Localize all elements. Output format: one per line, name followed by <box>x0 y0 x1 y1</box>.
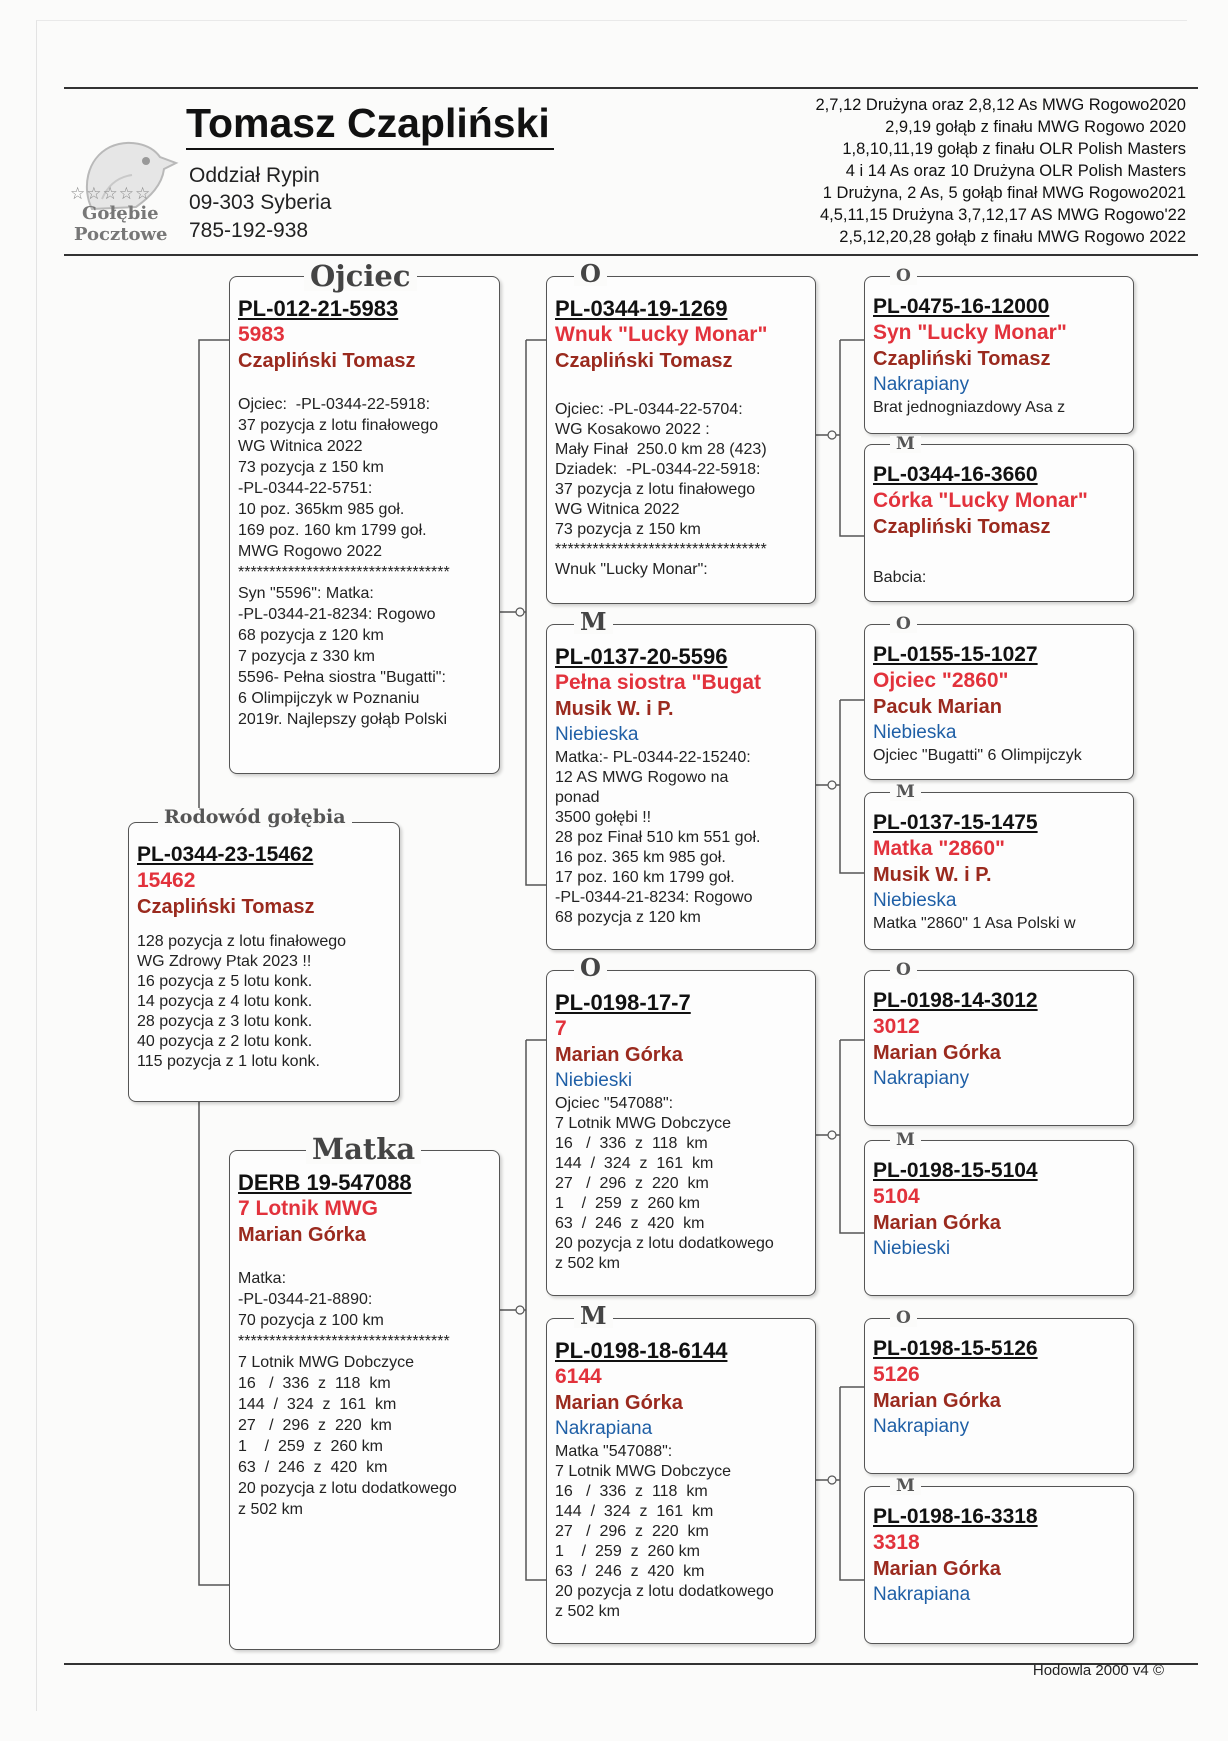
father-card <box>229 276 500 774</box>
achievement-line: 1,8,10,11,19 gołąb z finału OLR Polish Masters <box>842 140 1186 158</box>
ring-number: PL-0155-15-1027 <box>873 643 1038 666</box>
great-grandparent-label: M <box>890 436 921 453</box>
owner-name: Pacuk Marian <box>873 696 1002 718</box>
description: Matka "547088": 7 Lotnik MWG Dobczyce 16 / 336 z 118 km 144 / 324 z 161 km 27 / 296 z 220 km 1 / 259 z 260 km 63 / 246 z 420 km 20 pozycja z lotu dodatkowego z 502 km <box>555 1443 774 1620</box>
breeder-city: 09-303 Syberia <box>189 191 332 214</box>
pigeon-color: Niebieski <box>873 1238 951 1259</box>
pigeon-name: 7 Lotnik MWG <box>238 1197 378 1220</box>
description: Ojciec "547088": 7 Lotnik MWG Dobczyce 16 / 336 z 118 km 144 / 324 z 161 km 27 / 296 z 220 km 1 / 259 z 260 km 63 / 246 z 420 km 20 pozycja z lotu dodatkowego z 502 km <box>555 1095 774 1272</box>
owner-name: Marian Górka <box>873 1212 1001 1234</box>
logo-text-line-1: Gołębie <box>82 203 159 224</box>
pigeon-name: Pełna siostra "Bugat <box>555 671 762 694</box>
maternal-grandmother-card <box>546 1318 816 1644</box>
ring-number: PL-0198-14-3012 <box>873 989 1038 1012</box>
great-grandparent-label: M <box>890 784 921 801</box>
logo-text-line-2: Pocztowe <box>74 224 168 245</box>
owner-name: Marian Górka <box>873 1042 1001 1064</box>
pigeon-color: Nakrapiany <box>873 374 970 395</box>
breeder-phone: 785-192-938 <box>189 219 309 242</box>
owner-name: Musik W. i P. <box>873 864 992 886</box>
ring-number: PL-0344-23-15462 <box>137 843 314 866</box>
owner-name: Czapliński Tomasz <box>873 516 1051 538</box>
description: Matka: -PL-0344-21-8890: 70 pozycja z 100 km ********************************** 7 Lotnik MWG Dobczyce 16 / 336 z 118 km 144 / 324 z 161 km 27 / 296 z 220 km 1 / 259 z 260 km 63 / 246 z 420 km 20 pozycja z lotu dodatkowego z 502 km <box>238 1270 457 1518</box>
great-grandparent-card <box>864 792 1134 950</box>
great-grandparent-label: O <box>890 1310 917 1327</box>
achievement-line: 2,5,12,20,28 gołąb z finału MWG Rogowo 2022 <box>839 228 1186 246</box>
ring-number: PL-0137-15-1475 <box>873 811 1038 834</box>
great-grandparent-label: O <box>890 962 917 979</box>
description: 128 pozycja z lotu finałowego WG Zdrowy Ptak 2023 !! 16 pozycja z 5 lotu konk. 14 pozycja z 4 lotu konk. 28 pozycja z 3 lotu konk. 40 pozycja z 2 lotu konk. 115 pozycja z 1 lotu konk. <box>137 933 347 1070</box>
pigeon-name: 3318 <box>873 1531 920 1554</box>
paternal-grandmother-label: M <box>574 610 613 634</box>
owner-name: Czapliński Tomasz <box>137 896 315 918</box>
pigeon-color: Niebieska <box>873 722 957 743</box>
maternal-grandfather-label: O <box>574 956 607 980</box>
owner-name: Marian Górka <box>873 1558 1001 1580</box>
ring-number: PL-0198-15-5104 <box>873 1159 1038 1182</box>
mother-card <box>229 1150 500 1650</box>
breeder-name: Tomasz Czapliński <box>186 98 554 150</box>
description: Ojciec: -PL-0344-22-5704: WG Kosakowo 2022 : Mały Finał 250.0 km 28 (423) Dziadek: -PL-0344-22-5918: 37 pozycja z lotu finałowego WG Witnica 2022 73 pozycja z 150 km ********************************** Wnuk "Lucky Monar": <box>555 401 767 578</box>
breeder-branch: Oddział Rypin <box>189 164 320 187</box>
owner-name: Czapliński Tomasz <box>873 348 1051 370</box>
owner-name: Musik W. i P. <box>555 698 674 720</box>
great-grandparent-card <box>864 1140 1134 1296</box>
description: Ojciec "Bugatti" 6 Olimpijczyk <box>873 747 1082 764</box>
paternal-grandmother-card <box>546 624 816 950</box>
great-grandparent-card <box>864 276 1134 434</box>
owner-name: Czapliński Tomasz <box>555 350 733 372</box>
paternal-grandfather-label: O <box>574 262 607 286</box>
pigeon-name: 3012 <box>873 1015 920 1038</box>
pigeon-name: Matka "2860" <box>873 837 1005 860</box>
achievement-line: 4,5,11,15 Drużyna 3,7,12,17 AS MWG Rogowo'22 <box>819 206 1186 224</box>
achievement-line: 2,9,19 gołąb z finału MWG Rogowo 2020 <box>885 118 1186 136</box>
description: Brat jednogniazdowy Asa z <box>873 399 1066 416</box>
great-grandparent-label: M <box>890 1478 921 1495</box>
paternal-grandfather-card <box>546 276 816 604</box>
description: Matka:- PL-0344-22-15240: 12 AS MWG Rogowo na ponad 3500 gołębi !! 28 poz Finał 510 km 551 goł. 16 poz. 365 km 985 goł. 17 poz. 160 km 1799 goł. -PL-0344-21-8234: Rogowo 68 pozycja z 120 km <box>555 749 761 926</box>
great-grandparent-label: O <box>890 268 917 285</box>
ring-number: DERB 19-547088 <box>238 1170 412 1195</box>
great-grandparent-card <box>864 1486 1134 1644</box>
pigeon-name: 5983 <box>238 323 285 346</box>
owner-name: Marian Górka <box>238 1224 366 1246</box>
description: Ojciec: -PL-0344-22-5918: 37 pozycja z lotu finałowego WG Witnica 2022 73 pozycja z 150 km -PL-0344-22-5751: 10 poz. 365km 985 goł. 169 poz. 160 km 1799 goł. MWG Rogowo 2022 ********************************** Syn "5596": Matka: -PL-0344-21-8234: Rogowo 68 pozycja z 120 km 7 pozycja z 330 km 5596- Pełna siostra "Bugatti": 6 Olimpijczyk w Poznaniu 2019r. Najlepszy gołąb Polski <box>238 396 450 728</box>
ring-number: PL-0198-17-7 <box>555 990 691 1015</box>
logo-stars: ☆☆☆☆☆ <box>70 184 152 204</box>
subject-label: Rodowód gołębia <box>158 808 352 827</box>
father-label: Ojciec <box>304 262 417 291</box>
ring-number: PL-0198-16-3318 <box>873 1505 1038 1528</box>
description: Matka "2860" 1 Asa Polski w <box>873 915 1076 932</box>
achievement-line: 4 i 14 As oraz 10 Drużyna OLR Polish Masters <box>845 162 1186 180</box>
owner-name: Marian Górka <box>555 1044 683 1066</box>
owner-name: Czapliński Tomasz <box>238 350 416 372</box>
pigeon-color: Niebieski <box>555 1070 633 1091</box>
ring-number: PL-0137-20-5596 <box>555 644 728 669</box>
pigeon-name: 15462 <box>137 869 196 892</box>
pigeon-name: Wnuk "Lucky Monar" <box>555 323 768 346</box>
pigeon-name: Córka "Lucky Monar" <box>873 489 1088 512</box>
great-grandparent-card <box>864 444 1134 602</box>
pigeon-name: 5104 <box>873 1185 920 1208</box>
ring-number: PL-0198-15-5126 <box>873 1337 1038 1360</box>
pigeon-name: 6144 <box>555 1365 602 1388</box>
achievement-line: 1 Drużyna, 2 As, 5 gołąb finał MWG Rogowo2021 <box>822 184 1186 202</box>
maternal-grandfather-card <box>546 970 816 1296</box>
great-grandparent-label: M <box>890 1132 921 1149</box>
ring-number: PL-0475-16-12000 <box>873 295 1050 318</box>
description: Babcia: <box>873 569 927 586</box>
pigeon-color: Niebieska <box>873 890 957 911</box>
great-grandparent-label: O <box>890 616 917 633</box>
owner-name: Marian Górka <box>873 1390 1001 1412</box>
great-grandparent-card <box>864 1318 1134 1474</box>
pigeon-color: Nakrapiany <box>873 1416 970 1437</box>
ring-number: PL-0198-18-6144 <box>555 1338 728 1363</box>
owner-name: Marian Górka <box>555 1392 683 1414</box>
ring-number: PL-012-21-5983 <box>238 296 399 321</box>
ring-number: PL-0344-19-1269 <box>555 296 728 321</box>
pigeon-color: Nakrapiana <box>555 1418 653 1439</box>
pigeon-color: Nakrapiany <box>873 1068 970 1089</box>
maternal-grandmother-label: M <box>574 1304 613 1328</box>
subject-pigeon-card <box>128 822 400 1102</box>
pigeon-name: Ojciec "2860" <box>873 669 1009 692</box>
pigeon-name: 5126 <box>873 1363 920 1386</box>
achievement-line: 2,7,12 Drużyna oraz 2,8,12 As MWG Rogowo2020 <box>815 96 1186 114</box>
pigeon-color: Nakrapiana <box>873 1584 971 1605</box>
pigeon-name: 7 <box>555 1017 567 1040</box>
ring-number: PL-0344-16-3660 <box>873 463 1038 486</box>
mother-label: Matka <box>306 1135 421 1164</box>
footer-credit: Hodowla 2000 v4 © <box>1032 1662 1164 1679</box>
pigeon-color: Niebieska <box>555 724 639 745</box>
great-grandparent-card <box>864 970 1134 1126</box>
great-grandparent-card <box>864 624 1134 780</box>
pigeon-name: Syn "Lucky Monar" <box>873 321 1067 344</box>
